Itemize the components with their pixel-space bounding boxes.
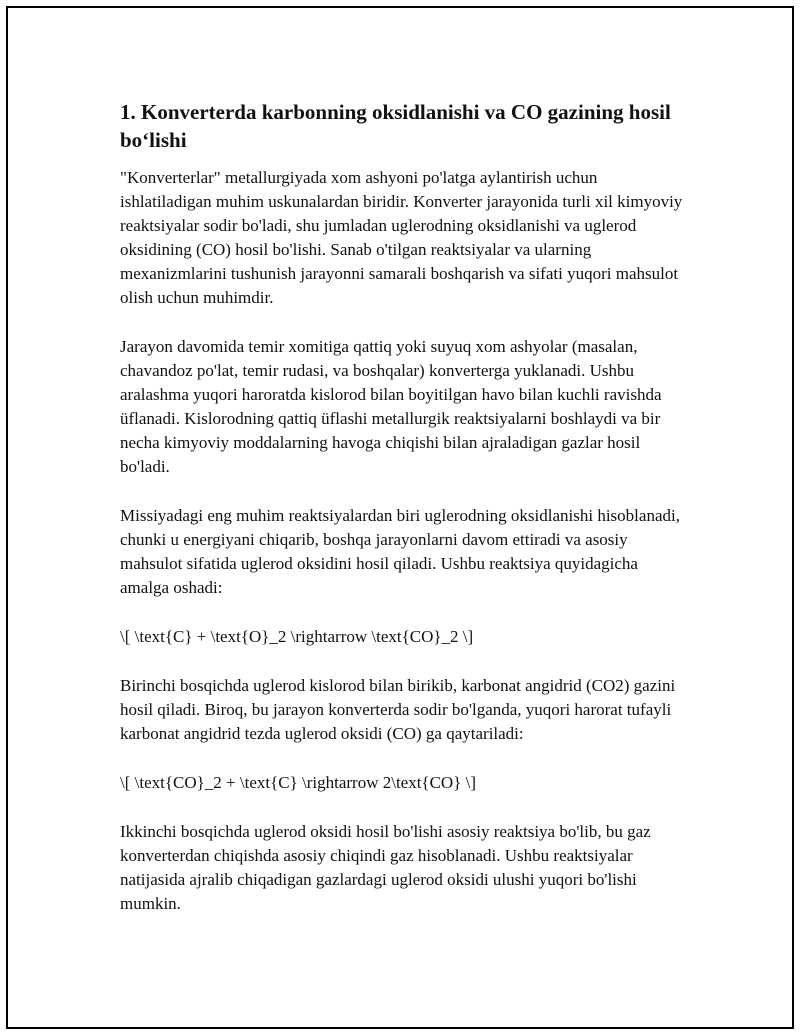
paragraph-oxidation: Missiyadagi eng muhim reaktsiyalardan biri uglerodning oksidlanishi hisoblanadi, chunki u energiyani chiqarib, boshqa jarayonlarni davom ettiradi va asosiy mahsulot sifatida uglerod oksidini hosil qiladi. Ushbu reaktsiya quyidagicha amalga oshadi: [120, 506, 680, 597]
paragraph-first-stage: Birinchi bosqichda uglerod kislorod bilan birikib, karbonat angidrid (CO2) gazini hosil qiladi. Biroq, bu jarayon konverterda sodir bo'lganda, yuqori harorat tufayli karbonat angidrid tezda uglerod oksidi (CO) ga qaytariladi: [120, 676, 676, 743]
page-frame [6, 6, 794, 1029]
paragraph-process: Jarayon davomida temir xomitiga qattiq yoki suyuq xom ashyolar (masalan, chavandoz po'lat, temir rudasi, va boshqalar) konverterga yuklanadi. Ushbu aralashma yuqori haroratda kislorod bilan boyitilgan havo bilan kuchli ravishda üflanadi. Kislorodning qattiq üflashi metallurgik reaktsiyalarni boshlaydi va bir necha kimyoviy moddalarning havoga chiqishi bilan ajraladigan gazlar hosil bo'ladi. [120, 337, 662, 476]
section-heading: 1. Konverterda karbonning oksidlanishi va CO gazining hosil bo‘lishi [120, 100, 671, 152]
paragraph-intro: "Konverterlar" metallurgiyada xom ashyoni po'latga aylantirish uchun ishlatiladigan muhim uskunalardan biridir. Konverter jarayonida turli xil kimyoviy reaktsiyalar sodir bo'ladi, shu jumladan uglerodning oksidlanishi va uglerod oksidining (CO) hosil bo'lishi. Sanab o'tilgan reaktsiyalar va ularning mexanizmlarini tushunish jarayonni samarali boshqarish va sifati yuqori mahsulot olish uchun muhimdir. [120, 168, 683, 307]
document-body [120, 98, 690, 941]
paragraph-second-stage: Ikkinchi bosqichda uglerod oksidi hosil bo'lishi asosiy reaktsiya bo'lib, bu gaz konverterdan chiqishda asosiy chiqindi gaz hisoblanadi. Ushbu reaktsiyalar natijasida ajralib chiqadigan gazlardagi uglerod oksidi ulushi yuqori bo'lishi mumkin. [120, 822, 651, 913]
formula-carbon-dioxide: \[ \text{C} + \text{O}_2 \rightarrow \text{CO}_2 \] [120, 627, 474, 646]
formula-carbon-monoxide: \[ \text{CO}_2 + \text{C} \rightarrow 2\text{CO} \] [120, 773, 477, 792]
